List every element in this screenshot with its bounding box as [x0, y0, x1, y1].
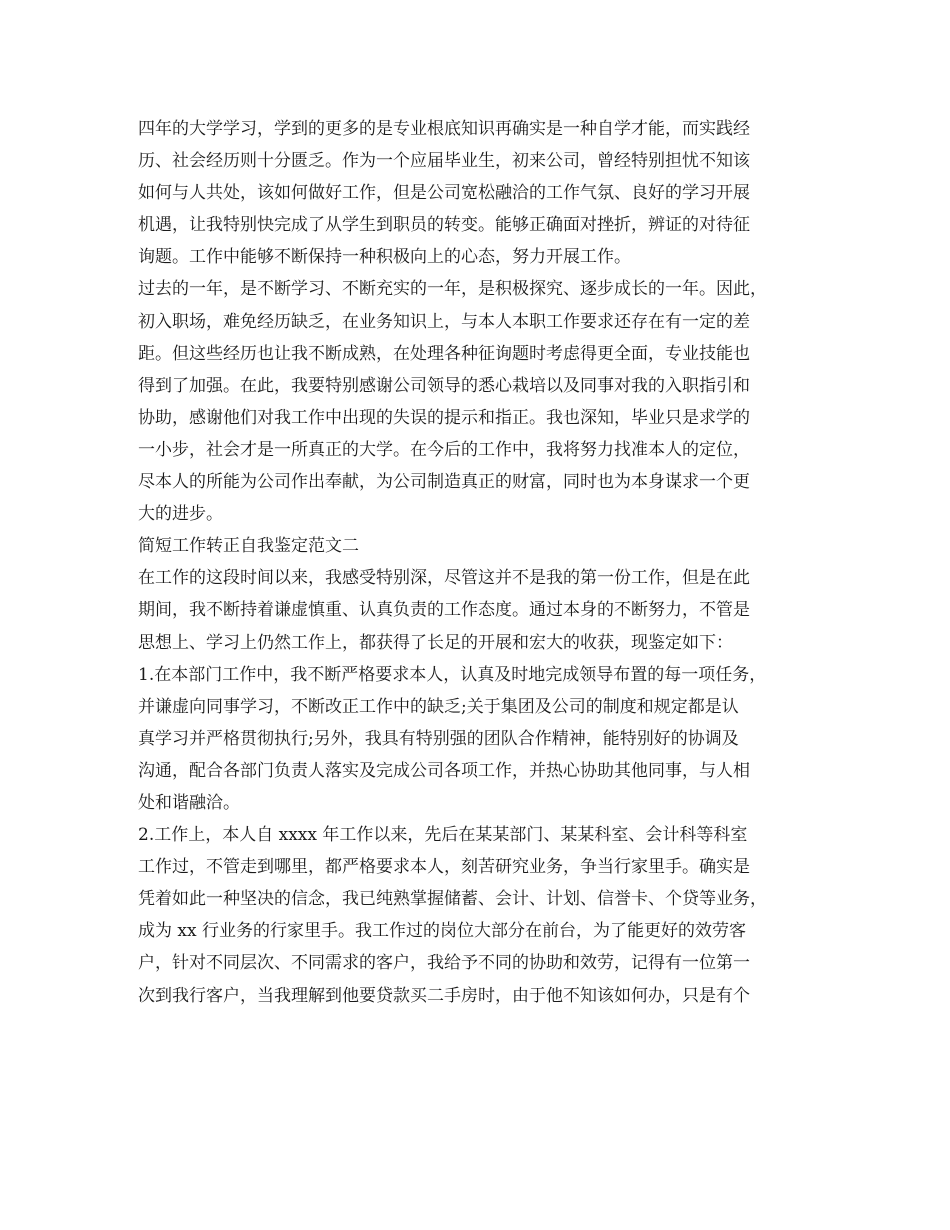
text-line: 成为 xx 行业务的行家里手。我工作过的岗位大部分在前台，为了能更好的效劳客 [138, 921, 746, 942]
text-line: 大的进步。 [138, 504, 223, 525]
text-line: 尽本人的所能为公司作出奉献，为公司制造真正的财富，同时也为本身谋求一个更 [138, 472, 750, 493]
text-line: 得到了加强。在此，我要特别感谢公司领导的悉心栽培以及同事对我的入职指引和 [138, 375, 750, 396]
text-line: 一小步，社会才是一所真正的大学。在今后的工作中，我将努力找准本人的定位， [138, 439, 750, 460]
document-body [138, 113, 828, 1012]
text-line: 过去的一年，是不断学习、不断充实的一年，是积极探究、逐步成长的一年。因此， [138, 279, 767, 300]
text-line: 协助，感谢他们对我工作中出现的失误的提示和指正。我也深知，毕业只是求学的 [138, 407, 750, 428]
text-line: 询题。工作中能够不断保持一种积极向上的心态，努力开展工作。 [138, 247, 631, 268]
text-line: 2.工作上，本人自 xxxx 年工作以来，先后在某某部门、某某科室、会计科等科室 [138, 825, 748, 846]
text-line: 机遇，让我特别快完成了从学生到职员的转变。能够正确面对挫折，辨证的对待征 [138, 215, 750, 236]
text-line: 如何与人共处，该如何做好工作，但是公司宽松融洽的工作气氛、良好的学习开展 [138, 183, 750, 204]
text-line: 户，针对不同层次、不同需求的客户，我给予不同的协助和效劳，记得有一位第一 [138, 953, 750, 974]
text-line: 处和谐融洽。 [138, 792, 240, 813]
text-line: 1.在本部门工作中，我不断严格要求本人，认真及时地完成领导布置的每一项任务， [138, 664, 767, 685]
text-line: 思想上、学习上仍然工作上，都获得了长足的开展和宏大的收获，现鉴定如下： [138, 632, 733, 653]
text-line: 并谦虚向同事学习，不断改正工作中的缺乏;关于集团及公司的制度和规定都是认 [138, 696, 739, 717]
section-heading: 简短工作转正自我鉴定范文二 [138, 536, 359, 557]
text-line: 距。但这些经历也让我不断成熟，在处理各种征询题时考虑得更全面，专业技能也 [138, 343, 750, 364]
text-line: 真学习并严格贯彻执行;另外，我具有特别强的团队合作精神，能特别好的协调及 [138, 728, 739, 749]
text-line: 凭着如此一种坚决的信念，我已纯熟掌握储蓄、会计、计划、信誉卡、个贷等业务， [138, 889, 767, 910]
text-line: 初入职场，难免经历缺乏，在业务知识上，与本人本职工作要求还存在有一定的差 [138, 311, 750, 332]
text-line: 期间，我不断持着谦虚慎重、认真负责的工作态度。通过本身的不断努力，不管是 [138, 600, 750, 621]
text-line: 次到我行客户，当我理解到他要贷款买二手房时，由于他不知该如何办，只是有个 [138, 985, 750, 1006]
text-line: 沟通，配合各部门负责人落实及完成公司各项工作，并热心协助其他同事，与人相 [138, 760, 750, 781]
text-line: 四年的大学学习，学到的更多的是专业根底知识再确实是一种自学才能，而实践经 [138, 119, 750, 139]
text-line: 在工作的这段时间以来，我感受特别深，尽管这并不是我的第一份工作，但是在此 [138, 568, 750, 589]
text-line: 工作过，不管走到哪里，都严格要求本人，刻苦研究业务，争当行家里手。确实是 [138, 857, 750, 878]
text-line: 历、社会经历则十分匮乏。作为一个应届毕业生，初来公司，曾经特别担忧不知该 [138, 151, 750, 172]
